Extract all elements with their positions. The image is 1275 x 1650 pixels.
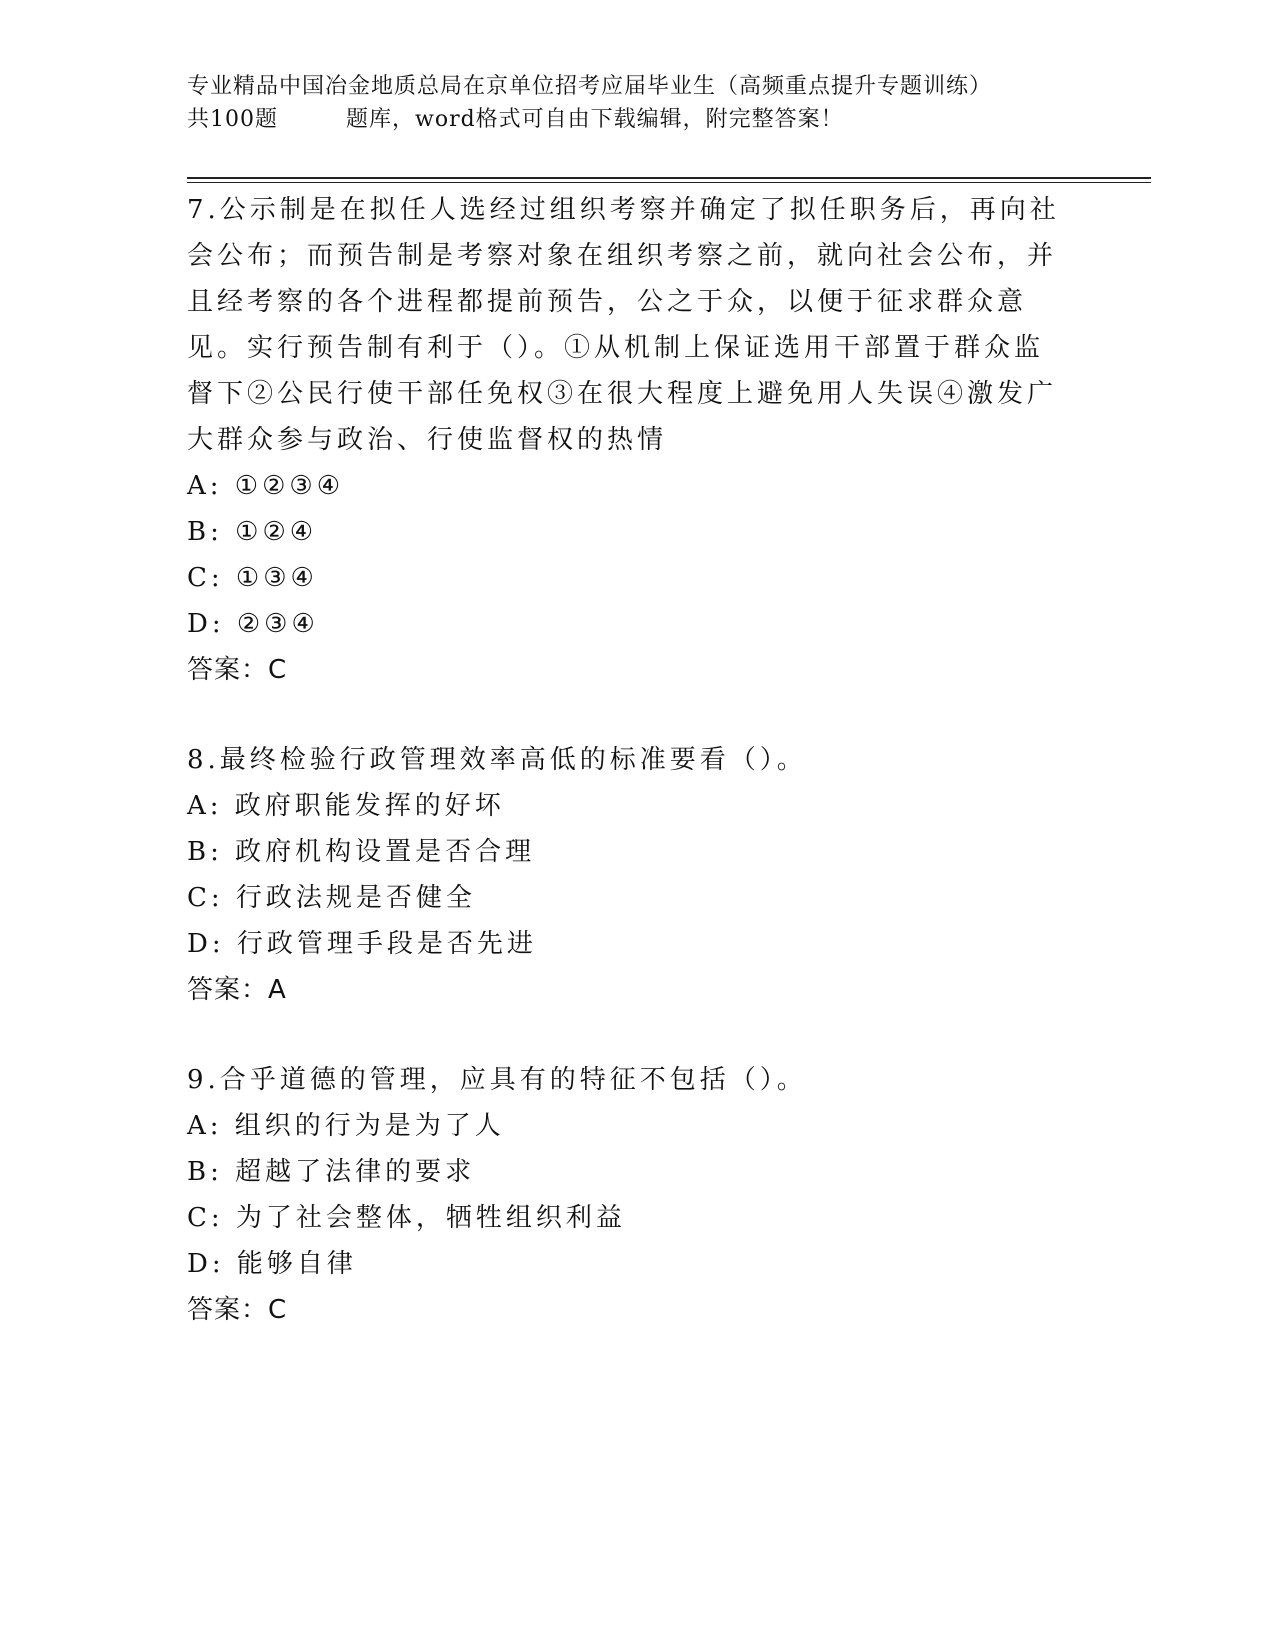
question-8	[187, 737, 1067, 1013]
option-d: D: 能够自律	[187, 1249, 357, 1279]
header-note: 题库，word格式可自由下载编辑，附完整答案！	[346, 107, 844, 132]
question-7	[187, 187, 1067, 693]
question-stem: 7.公示制是在拟任人选经过组织考察并确定了拟任职务后，再向社会公布；而预告制是考察对象在组织考察之前，就向社会公布，并且经考察的各个进程都提前预告，公之于众，以便于征求群众意见。实行预告制有利于（）。①从机制上保证选用干部置于群众监督下②公民行使干部任免权③在很大程度上避免用人失误④激发广大群众参与政治、行使监督权的热情	[187, 195, 1060, 455]
option-b: B: 超越了法律的要求	[187, 1157, 476, 1187]
question-stem: 9.合乎道德的管理，应具有的特征不包括（）。	[187, 1065, 807, 1095]
option-a: A: 政府职能发挥的好坏	[187, 791, 505, 821]
question-list	[187, 187, 1067, 1377]
header-title: 专业精品中国冶金地质总局在京单位招考应届毕业生（高频重点提升专题训练）	[187, 74, 993, 99]
question-stem: 8.最终检验行政管理效率高低的标准要看（）。	[187, 745, 807, 775]
option-c: C: 行政法规是否健全	[187, 883, 476, 913]
header-divider-thin	[187, 182, 1151, 183]
question-9	[187, 1057, 1067, 1333]
header-count: 共100题	[187, 107, 278, 132]
option-b: B: 政府机构设置是否合理	[187, 837, 536, 867]
document-header	[187, 70, 1067, 136]
option-a: A: 组织的行为是为了人	[187, 1111, 505, 1141]
option-a: A: ①②③④	[187, 471, 345, 501]
option-c: C: 为了社会整体，牺牲组织利益	[187, 1203, 626, 1233]
answer-line: 答案：A	[187, 975, 287, 1005]
option-d: D: 行政管理手段是否先进	[187, 929, 537, 959]
option-b: B: ①②④	[187, 517, 318, 547]
option-d: D: ②③④	[187, 609, 319, 639]
option-c: C: ①③④	[187, 563, 318, 593]
answer-line: 答案：C	[187, 655, 288, 685]
header-subtitle	[187, 103, 1067, 136]
header-divider-thick	[187, 177, 1151, 179]
answer-line: 答案：C	[187, 1295, 288, 1325]
